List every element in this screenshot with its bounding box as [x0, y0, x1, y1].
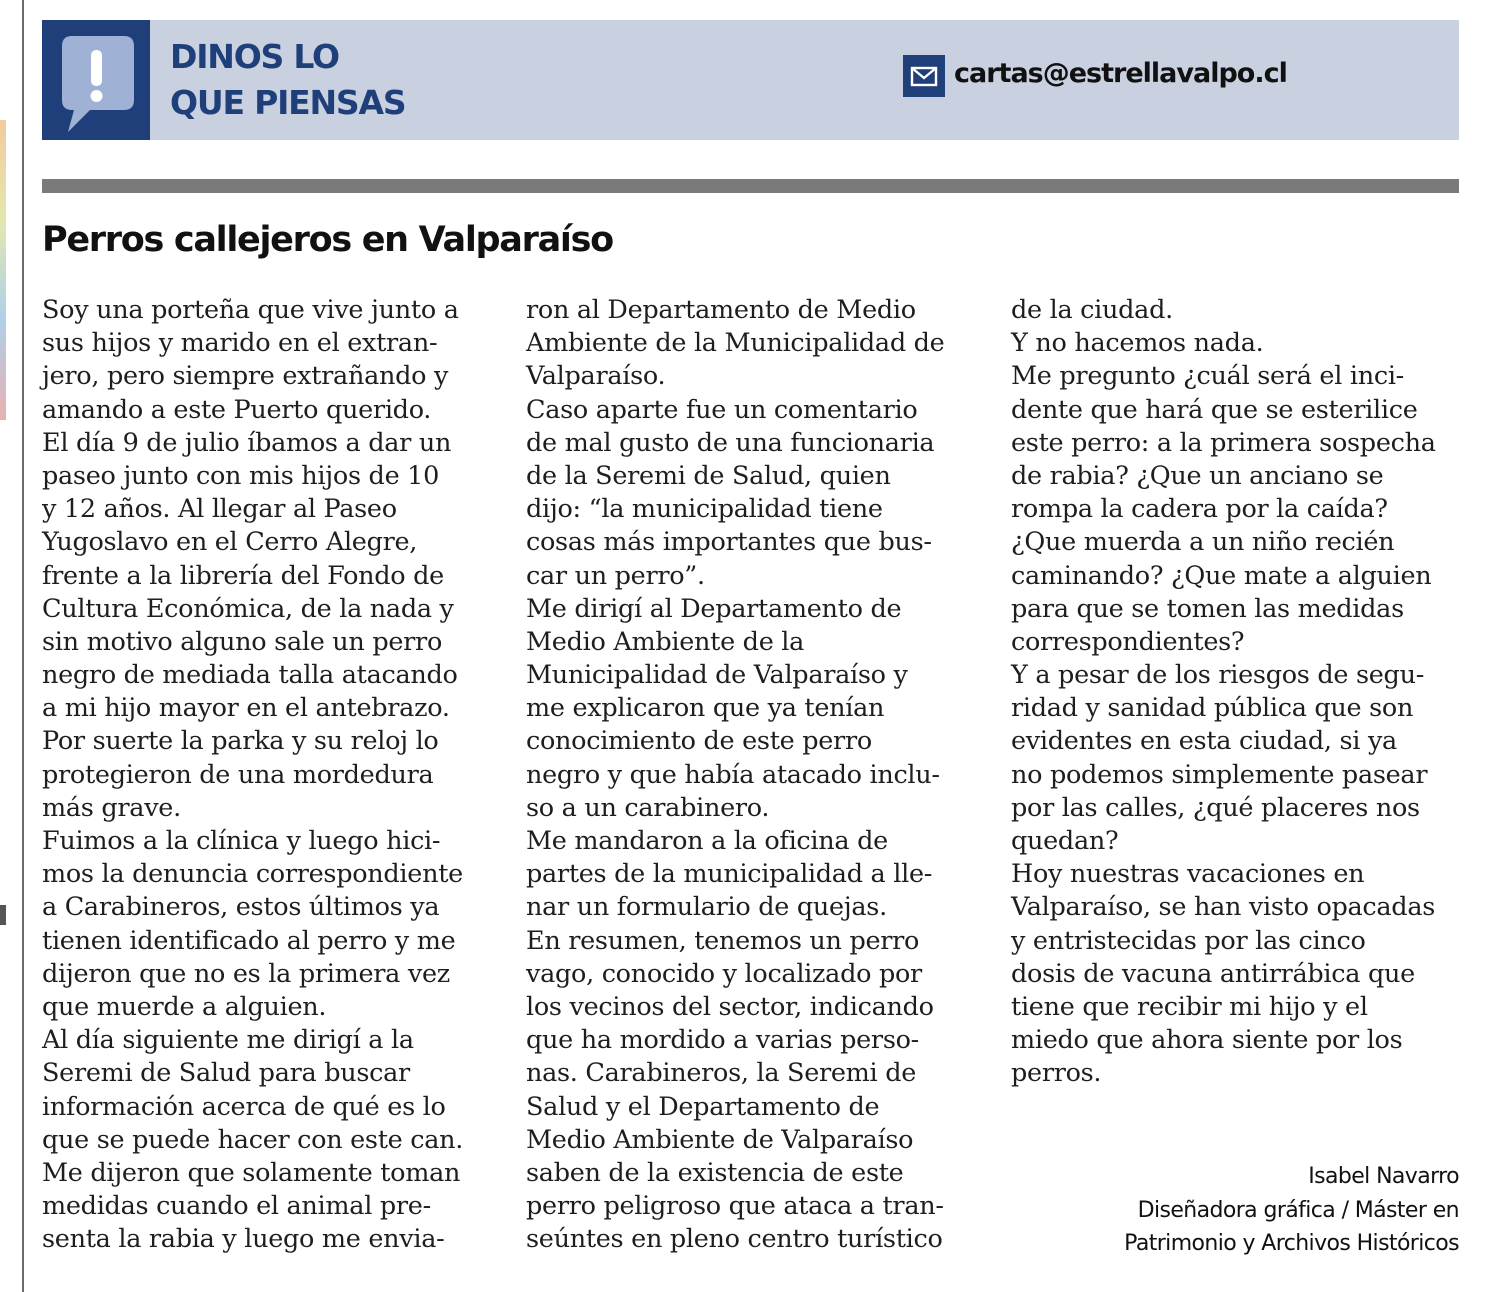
article-text-line: Me mandaron a la oficina de	[526, 826, 888, 856]
article-text-line: quedan?	[1011, 826, 1119, 856]
article-text-line: Y no hacemos nada.	[1011, 328, 1264, 359]
article-text-line: paseo junto con mis hijos de 10	[42, 460, 440, 491]
section-title-line-1: DINOS LO	[170, 37, 339, 76]
author-title-line-1: Diseñadora gráfica / Máster en	[1137, 1197, 1459, 1223]
article-text-line: seúntes en pleno centro turístico	[526, 1224, 943, 1255]
article-text-line: de la Seremi de Salud, quien	[526, 460, 891, 491]
section-header	[42, 20, 1459, 140]
article-text-line: y entristecidas por las cinco	[1011, 925, 1366, 956]
article-text-line: de rabia? ¿Que un anciano se	[1011, 460, 1384, 491]
article-text-line: caminando? ¿Que mate a alguien	[1011, 560, 1432, 591]
article-text-line: y 12 años. Al llegar al Paseo	[42, 494, 397, 525]
article-text-line: protegieron de una mordedura	[42, 759, 434, 790]
article-text-line: que muerde a alguien.	[42, 991, 327, 1022]
article-text-line: Cultura Económica, de la nada y	[42, 593, 454, 624]
author-name: Isabel Navarro	[1308, 1164, 1459, 1189]
article-text-line: Me pregunto ¿cuál será el inci-	[1011, 361, 1404, 392]
article-text-line: Medio Ambiente de Valparaíso	[526, 1124, 914, 1155]
article-text-line: partes de la municipalidad a lle-	[526, 859, 933, 890]
article-text-line: dijeron que no es la primera vez	[42, 958, 450, 989]
article-text-line: negro y que había atacado inclu-	[526, 759, 940, 790]
article-text-line: medidas cuando el animal pre-	[42, 1191, 431, 1222]
article-text-line: Salud y el Departamento de	[526, 1091, 880, 1122]
article-text-line: perros.	[1011, 1058, 1102, 1089]
article-text-line: este perro: a la primera sospecha	[1011, 427, 1436, 458]
article-text-line: los vecinos del sector, indicando	[526, 991, 934, 1022]
letter-signature	[1124, 1160, 1459, 1261]
article-text-line: mos la denuncia correspondiente	[42, 859, 463, 890]
article-text-line: Medio Ambiente de la	[526, 626, 805, 657]
article-text-line: que se puede hacer con este can.	[42, 1124, 464, 1155]
article-text-line: que ha mordido a varias perso-	[526, 1025, 919, 1056]
contact-email[interactable]: cartas@estrellavalpo.cl	[954, 58, 1287, 89]
article-text-line: conocimiento de este perro	[526, 726, 872, 757]
article-text-line: dente que hará que se esterilice	[1011, 394, 1418, 425]
article-text-line: Hoy nuestras vacaciones en	[1011, 859, 1365, 890]
article-text-line: para que se tomen las medidas	[1011, 593, 1404, 624]
article-text-line: so a un carabinero.	[526, 792, 770, 823]
section-title	[170, 34, 405, 126]
article-text-line: nar un formulario de quejas.	[526, 892, 887, 923]
article-text-line: Fuimos a la clínica y luego hici-	[42, 826, 441, 856]
article-column-1	[42, 294, 463, 1256]
article-text-line: nas. Carabineros, la Seremi de	[526, 1058, 917, 1089]
article-text-line: Seremi de Salud para buscar	[42, 1058, 410, 1089]
adjacent-page-edge-strip	[0, 120, 6, 420]
article-text-line: El día 9 de julio íbamos a dar un	[42, 427, 452, 458]
article-column-3	[1011, 294, 1436, 1091]
article-text-line: más grave.	[42, 792, 181, 823]
article-text-line: amando a este Puerto querido.	[42, 394, 432, 425]
article-text-line: rompa la cadera por la caída?	[1011, 494, 1388, 525]
article-text-line: sus hijos y marido en el extran-	[42, 328, 438, 359]
article-text-line: me explicaron que ya tenían	[526, 693, 885, 724]
speech-bubble-icon-box	[42, 20, 150, 140]
article-text-line: jero, pero siempre extrañando y	[42, 361, 449, 392]
article-text-line: correspondientes?	[1011, 626, 1245, 657]
exclamation-speech-bubble-icon	[42, 20, 150, 140]
article-text-line: Y a pesar de los riesgos de segu-	[1011, 660, 1425, 691]
article-text-line: no podemos simplemente pasear	[1011, 759, 1428, 790]
page-edge-rule	[22, 0, 24, 1292]
article-text-line: Al día siguiente me dirigí a la	[42, 1025, 414, 1056]
article-text-line: Caso aparte fue un comentario	[526, 394, 918, 425]
article-text-line: frente a la librería del Fondo de	[42, 560, 444, 591]
article-text-line: Ambiente de la Municipalidad de	[526, 328, 945, 359]
article-text-line: sin motivo alguno sale un perro	[42, 626, 442, 657]
article-text-line: vago, conocido y localizado por	[526, 958, 922, 989]
article-text-line: información acerca de qué es lo	[42, 1091, 446, 1122]
article-text-line: perro peligroso que ataca a tran-	[526, 1191, 944, 1222]
article-text-line: a Carabineros, estos últimos ya	[42, 892, 440, 923]
article-text-line: Valparaíso, se han visto opacadas	[1011, 892, 1436, 923]
article-text-line: Por suerte la parka y su reloj lo	[42, 726, 439, 757]
article-text-line: Soy una porteña que vive junto a	[42, 295, 459, 325]
article-text-line: miedo que ahora siente por los	[1011, 1025, 1403, 1056]
article-text-line: cosas más importantes que bus-	[526, 527, 932, 558]
article-text-line: saben de la existencia de este	[526, 1157, 904, 1188]
article-text-line: Valparaíso.	[526, 361, 666, 392]
author-title-line-2: Patrimonio y Archivos Históricos	[1124, 1231, 1459, 1256]
article-column-2	[526, 294, 944, 1256]
article-text-line: de la ciudad.	[1011, 295, 1173, 325]
article-text-line: dijo: “la municipalidad tiene	[526, 494, 883, 525]
article-text-line: a mi hijo mayor en el antebrazo.	[42, 693, 450, 724]
article-text-line: car un perro”.	[526, 560, 705, 591]
article-text-line: tiene que recibir mi hijo y el	[1011, 991, 1368, 1022]
section-divider	[42, 179, 1459, 193]
article-text-line: En resumen, tenemos un perro	[526, 925, 920, 956]
article-text-line: de mal gusto de una funcionaria	[526, 427, 935, 458]
article-text-line: negro de mediada talla atacando	[42, 660, 458, 691]
article-text-line: por las calles, ¿qué placeres nos	[1011, 792, 1420, 823]
article-text-line: ron al Departamento de Medio	[526, 295, 916, 325]
article-text-line: tienen identificado al perro y me	[42, 925, 456, 956]
article-text-line: Municipalidad de Valparaíso y	[526, 660, 908, 691]
article-headline: Perros callejeros en Valparaíso	[42, 220, 613, 260]
article-text-line: Me dirigí al Departamento de	[526, 593, 902, 624]
article-text-line: senta la rabia y luego me envia-	[42, 1224, 445, 1255]
section-title-line-2: QUE PIENSAS	[170, 83, 406, 122]
article-text-line: Yugoslavo en el Cerro Alegre,	[42, 527, 418, 558]
envelope-icon	[903, 55, 945, 97]
article-text-line: evidentes en esta ciudad, si ya	[1011, 726, 1397, 757]
adjacent-page-edge-mark	[0, 905, 6, 925]
article-text-line: ridad y sanidad pública que son	[1011, 693, 1414, 724]
article-text-line: ¿Que muerda a un niño recién	[1011, 527, 1395, 558]
article-text-line: dosis de vacuna antirrábica que	[1011, 958, 1415, 989]
article-text-line: Me dijeron que solamente toman	[42, 1157, 461, 1188]
